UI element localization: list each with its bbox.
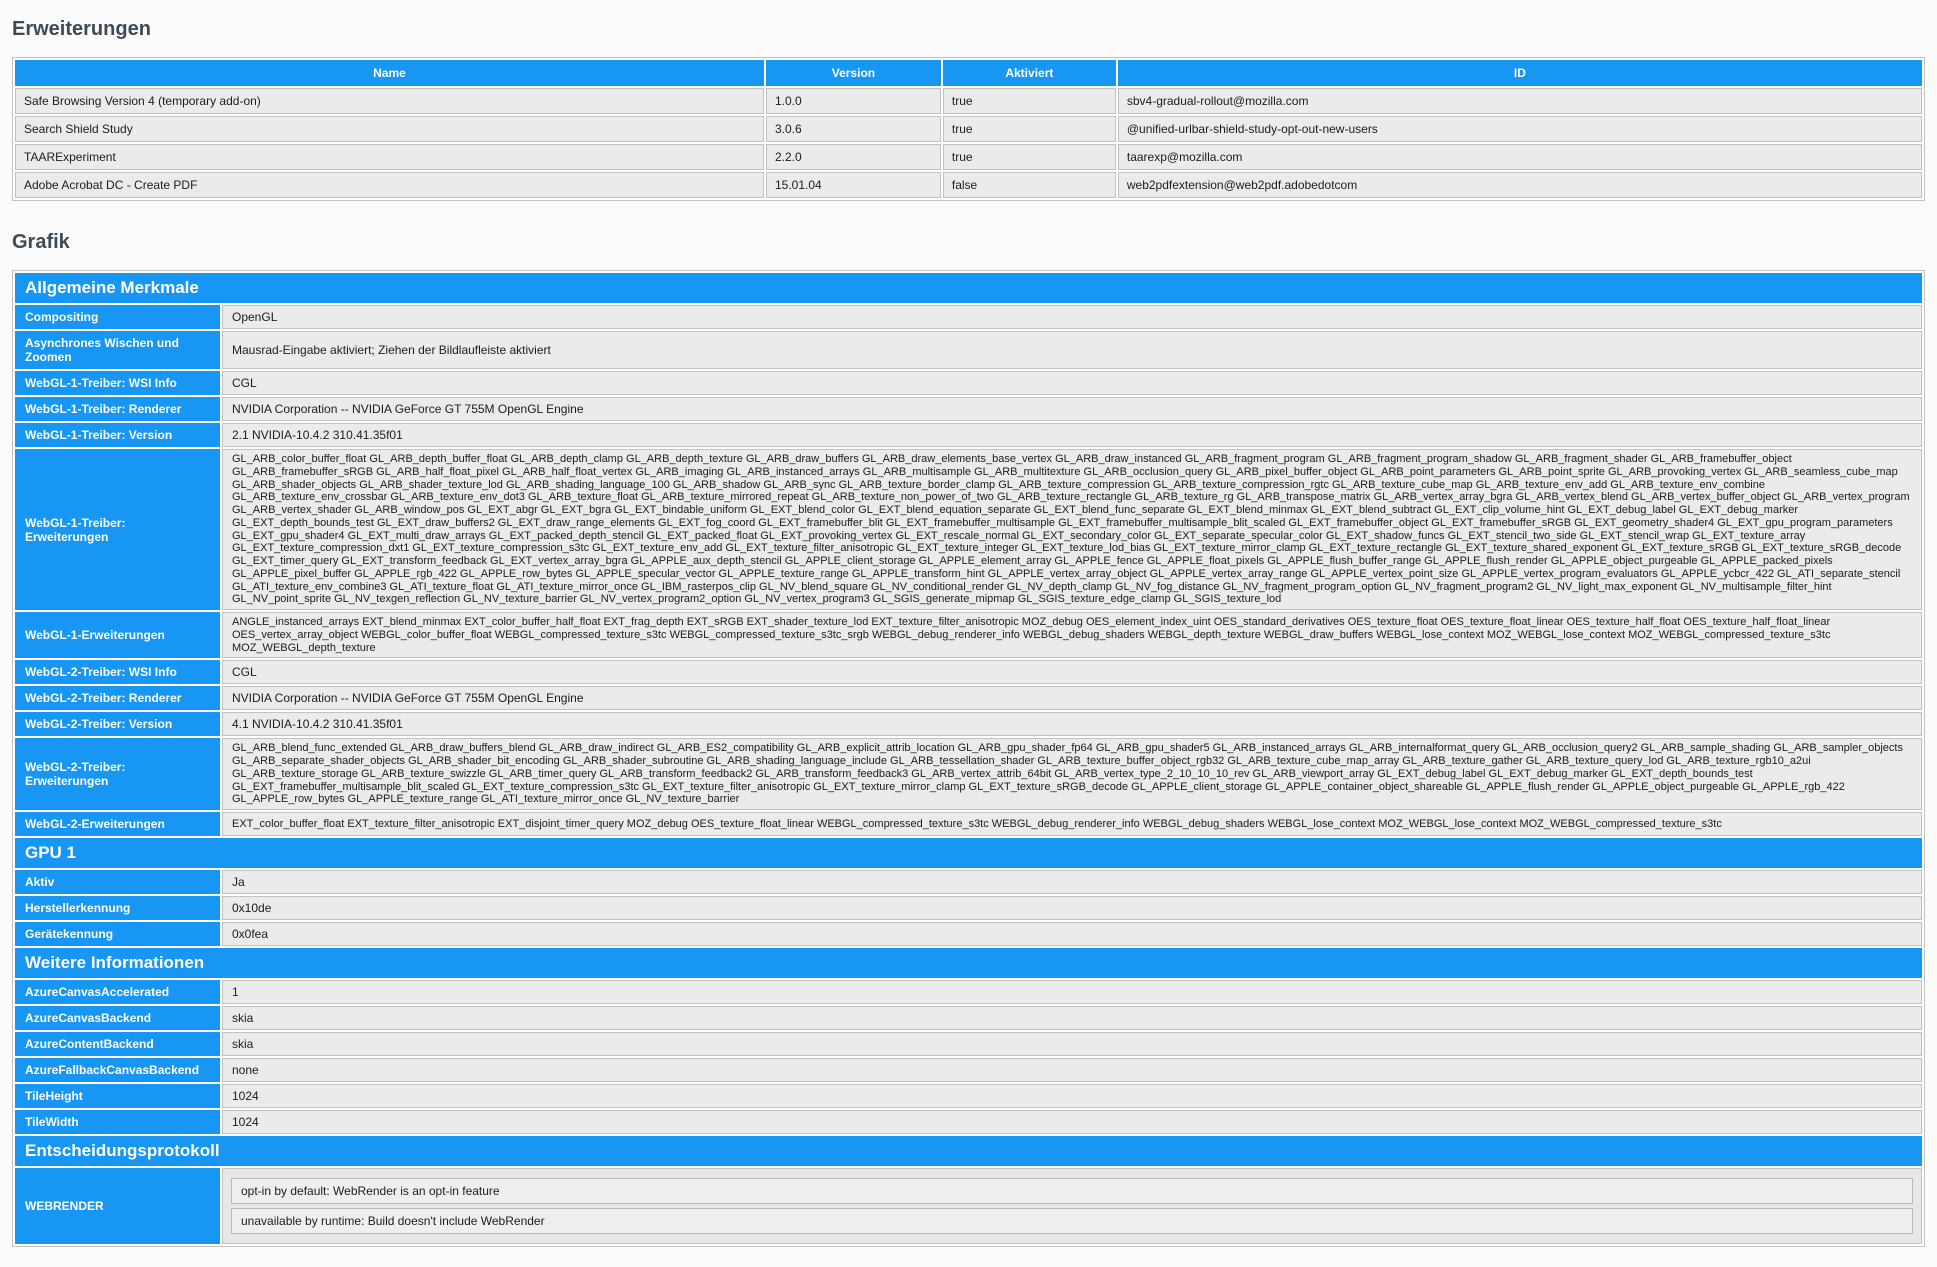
graphics-row	[15, 1006, 1922, 1030]
row-value: 2.1 NVIDIA-10.4.2 310.41.35f01	[222, 423, 1922, 447]
ext-version-cell: 2.2.0	[766, 144, 941, 170]
graphics-row	[15, 449, 1922, 610]
graphics-row	[15, 423, 1922, 447]
section-header: Weitere Informationen	[15, 948, 1922, 978]
row-value: GL_ARB_color_buffer_float GL_ARB_depth_buffer_float GL_ARB_depth_clamp GL_ARB_depth_texture GL_ARB_draw_buffers GL_ARB_draw_elements_base_vertex GL_ARB_draw_instanced GL_ARB_fragment_program GL_ARB_fragment_program_shadow GL_ARB_fragment_shader GL_ARB_framebuffer_object GL_ARB_framebuffer_sRGB GL_ARB_half_float_pixel GL_ARB_half_float_vertex GL_ARB_imaging GL_ARB_instanced_arrays GL_ARB_multisample GL_ARB_multitexture GL_ARB_occlusion_query GL_ARB_pixel_buffer_object GL_ARB_point_parameters GL_ARB_point_sprite GL_ARB_provoking_vertex GL_ARB_seamless_cube_map GL_ARB_shader_objects GL_ARB_shader_texture_lod GL_ARB_shading_language_100 GL_ARB_shadow GL_ARB_sync GL_ARB_texture_border_clamp GL_ARB_texture_compression GL_ARB_texture_compression_rgtc GL_ARB_texture_cube_map GL_ARB_texture_env_add GL_ARB_texture_env_combine GL_ARB_texture_env_crossbar GL_ARB_texture_env_dot3 GL_ARB_texture_float GL_ARB_texture_mirrored_repeat GL_ARB_texture_non_power_of_two GL_ARB_texture_rectangle GL_ARB_texture_rg GL_ARB_transpose_matrix GL_ARB_vertex_array_bgra GL_ARB_vertex_blend GL_ARB_vertex_buffer_object GL_ARB_vertex_program GL_ARB_vertex_shader GL_ARB_window_pos GL_EXT_abgr GL_EXT_bgra GL_EXT_bindable_uniform GL_EXT_blend_color GL_EXT_blend_equation_separate GL_EXT_blend_func_separate GL_EXT_blend_minmax GL_EXT_blend_subtract GL_EXT_clip_volume_hint GL_EXT_debug_label GL_EXT_debug_marker GL_EXT_depth_bounds_test GL_EXT_draw_buffers2 GL_EXT_draw_range_elements GL_EXT_fog_coord GL_EXT_framebuffer_blit GL_EXT_framebuffer_multisample GL_EXT_framebuffer_multisample_blit_scaled GL_EXT_framebuffer_object GL_EXT_framebuffer_sRGB GL_EXT_geometry_shader4 GL_EXT_gpu_program_parameters GL_EXT_gpu_shader4 GL_EXT_multi_draw_arrays GL_EXT_packed_depth_stencil GL_EXT_packed_float GL_EXT_provoking_vertex GL_EXT_rescale_normal GL_EXT_secondary_color GL_EXT_separate_specular_color GL_EXT_shadow_funcs GL_EXT_stencil_two_side GL_EXT_stencil_wrap GL_EXT_texture_array GL_EXT_texture_compression_dxt1 GL_EXT_texture_compression_s3tc GL_EXT_texture_env_add GL_EXT_texture_filter_anisotropic GL_EXT_texture_integer GL_EXT_texture_lod_bias GL_EXT_texture_mirror_clamp GL_EXT_texture_rectangle GL_EXT_texture_shared_exponent GL_EXT_texture_sRGB GL_EXT_texture_sRGB_decode GL_EXT_timer_query GL_EXT_transform_feedback GL_EXT_vertex_array_bgra GL_APPLE_aux_depth_stencil GL_APPLE_client_storage GL_APPLE_element_array GL_APPLE_fence GL_APPLE_float_pixels GL_APPLE_flush_buffer_range GL_APPLE_flush_render GL_APPLE_object_purgeable GL_APPLE_packed_pixels GL_APPLE_pixel_buffer GL_APPLE_rgb_422 GL_APPLE_row_bytes GL_APPLE_specular_vector GL_APPLE_texture_range GL_APPLE_transform_hint GL_APPLE_vertex_array_object GL_APPLE_vertex_array_range GL_APPLE_vertex_point_size GL_APPLE_vertex_program_evaluators GL_APPLE_ycbcr_422 GL_ATI_separate_stencil GL_ATI_texture_env_combine3 GL_ATI_texture_float GL_ATI_texture_mirror_once GL_IBM_rasterpos_clip GL_NV_blend_square GL_NV_conditional_render GL_NV_depth_clamp GL_NV_fog_distance GL_NV_fragment_program_option GL_NV_fragment_program2 GL_NV_light_max_exponent GL_NV_multisample_filter_hint GL_NV_point_sprite GL_NV_texgen_reflection GL_NV_texture_barrier GL_NV_vertex_program2_option GL_NV_vertex_program3 GL_SGIS_generate_mipmap GL_SGIS_texture_edge_clamp GL_SGIS_texture_lod	[222, 449, 1922, 610]
row-label: WEBRENDER	[15, 1168, 220, 1244]
row-value: 1	[222, 980, 1922, 1004]
section-header-row	[15, 948, 1922, 978]
row-label: WebGL-2-Treiber: WSI Info	[15, 660, 220, 684]
row-label: Asynchrones Wischen und Zoomen	[15, 331, 220, 369]
section-header: GPU 1	[15, 838, 1922, 868]
extensions-table	[12, 57, 1925, 201]
row-value: 1024	[222, 1084, 1922, 1108]
row-label: AzureContentBackend	[15, 1032, 220, 1056]
ext-enabled-cell: true	[943, 116, 1116, 142]
row-label: WebGL-2-Treiber: Version	[15, 712, 220, 736]
ext-id-cell: web2pdfextension@web2pdf.adobedotcom	[1118, 172, 1922, 198]
row-value: GL_ARB_blend_func_extended GL_ARB_draw_buffers_blend GL_ARB_draw_indirect GL_ARB_ES2_compatibility GL_ARB_explicit_attrib_location GL_ARB_gpu_shader_fp64 GL_ARB_gpu_shader5 GL_ARB_instanced_arrays GL_ARB_internalformat_query GL_ARB_occlusion_query2 GL_ARB_sample_shading GL_ARB_sampler_objects GL_ARB_separate_shader_objects GL_ARB_shader_bit_encoding GL_ARB_shader_subroutine GL_ARB_shading_language_include GL_ARB_tessellation_shader GL_ARB_texture_buffer_object_rgb32 GL_ARB_texture_cube_map_array GL_ARB_texture_gather GL_ARB_texture_query_lod GL_ARB_texture_rgb10_a2ui GL_ARB_texture_storage GL_ARB_texture_swizzle GL_ARB_timer_query GL_ARB_transform_feedback2 GL_ARB_transform_feedback3 GL_ARB_vertex_attrib_64bit GL_ARB_vertex_type_2_10_10_10_rev GL_ARB_viewport_array GL_EXT_debug_label GL_EXT_debug_marker GL_EXT_depth_bounds_test GL_EXT_framebuffer_multisample_blit_scaled GL_EXT_texture_compression_s3tc GL_EXT_texture_filter_anisotropic GL_EXT_texture_mirror_clamp GL_EXT_texture_sRGB_decode GL_APPLE_client_storage GL_APPLE_container_object_shareable GL_APPLE_flush_render GL_APPLE_object_purgeable GL_APPLE_rgb_422 GL_APPLE_row_bytes GL_APPLE_texture_range GL_ATI_texture_mirror_once GL_NV_texture_barrier	[222, 738, 1922, 810]
row-label: WebGL-1-Erweiterungen	[15, 612, 220, 658]
extension-row	[15, 144, 1922, 170]
graphics-row	[15, 331, 1922, 369]
graphics-row	[15, 305, 1922, 329]
row-label: AzureCanvasBackend	[15, 1006, 220, 1030]
ext-id-cell: @unified-urlbar-shield-study-opt-out-new-users	[1118, 116, 1922, 142]
graphics-row	[15, 1084, 1922, 1108]
ext-name-cell: TAARExperiment	[15, 144, 764, 170]
ext-column-header-2: Aktiviert	[943, 60, 1116, 86]
graphics-row	[15, 870, 1922, 894]
ext-enabled-cell: true	[943, 88, 1116, 114]
row-value: 4.1 NVIDIA-10.4.2 310.41.35f01	[222, 712, 1922, 736]
row-value: 0x0fea	[222, 922, 1922, 946]
graphics-row	[15, 812, 1922, 836]
row-value: NVIDIA Corporation -- NVIDIA GeForce GT 755M OpenGL Engine	[222, 397, 1922, 421]
extensions-header-row	[15, 60, 1922, 86]
graphics-row	[15, 612, 1922, 658]
row-label: WebGL-1-Treiber: Erweiterungen	[15, 449, 220, 610]
row-label: WebGL-2-Erweiterungen	[15, 812, 220, 836]
row-label: WebGL-2-Treiber: Renderer	[15, 686, 220, 710]
section-header-row	[15, 838, 1922, 868]
row-value: none	[222, 1058, 1922, 1082]
ext-version-cell: 1.0.0	[766, 88, 941, 114]
row-value	[222, 1168, 1922, 1244]
ext-name-cell: Search Shield Study	[15, 116, 764, 142]
graphics-row	[15, 1110, 1922, 1134]
row-label: Aktiv	[15, 870, 220, 894]
ext-column-header-1: Version	[766, 60, 941, 86]
row-value: Ja	[222, 870, 1922, 894]
ext-id-cell: taarexp@mozilla.com	[1118, 144, 1922, 170]
graphics-row	[15, 980, 1922, 1004]
row-label: AzureCanvasAccelerated	[15, 980, 220, 1004]
row-label: WebGL-1-Treiber: WSI Info	[15, 371, 220, 395]
ext-name-cell: Safe Browsing Version 4 (temporary add-on)	[15, 88, 764, 114]
ext-column-header-3: ID	[1118, 60, 1922, 86]
webrender-entry: unavailable by runtime: Build doesn't include WebRender	[231, 1208, 1913, 1234]
ext-id-cell: sbv4-gradual-rollout@mozilla.com	[1118, 88, 1922, 114]
graphics-heading: Grafik	[12, 231, 70, 253]
graphics-row	[15, 686, 1922, 710]
ext-version-cell: 15.01.04	[766, 172, 941, 198]
extensions-heading: Erweiterungen	[12, 18, 151, 40]
graphics-row	[15, 660, 1922, 684]
graphics-row	[15, 1168, 1922, 1244]
row-value: skia	[222, 1006, 1922, 1030]
graphics-row	[15, 896, 1922, 920]
row-label: TileWidth	[15, 1110, 220, 1134]
graphics-row	[15, 371, 1922, 395]
ext-enabled-cell: true	[943, 144, 1116, 170]
row-value: CGL	[222, 660, 1922, 684]
row-label: WebGL-1-Treiber: Version	[15, 423, 220, 447]
row-label: AzureFallbackCanvasBackend	[15, 1058, 220, 1082]
extension-row	[15, 88, 1922, 114]
row-value: EXT_color_buffer_float EXT_texture_filter_anisotropic EXT_disjoint_timer_query MOZ_debug OES_texture_float_linear WEBGL_compressed_texture_s3tc WEBGL_debug_renderer_info WEBGL_debug_shaders WEBGL_lose_context MOZ_WEBGL_lose_context MOZ_WEBGL_compressed_texture_s3tc	[222, 812, 1922, 836]
row-value: OpenGL	[222, 305, 1922, 329]
ext-enabled-cell: false	[943, 172, 1116, 198]
section-header-row	[15, 273, 1922, 303]
row-value: Mausrad-Eingabe aktiviert; Ziehen der Bildlaufleiste aktiviert	[222, 331, 1922, 369]
section-header: Entscheidungsprotokoll	[15, 1136, 1922, 1166]
graphics-row	[15, 397, 1922, 421]
row-label: WebGL-2-Treiber: Erweiterungen	[15, 738, 220, 810]
graphics-row	[15, 922, 1922, 946]
ext-name-cell: Adobe Acrobat DC - Create PDF	[15, 172, 764, 198]
graphics-table	[12, 270, 1925, 1247]
graphics-row	[15, 1032, 1922, 1056]
row-value: skia	[222, 1032, 1922, 1056]
row-label: Gerätekennung	[15, 922, 220, 946]
graphics-row	[15, 1058, 1922, 1082]
row-value: 1024	[222, 1110, 1922, 1134]
row-label: Herstellerkennung	[15, 896, 220, 920]
row-label: WebGL-1-Treiber: Renderer	[15, 397, 220, 421]
graphics-row	[15, 738, 1922, 810]
row-label: Compositing	[15, 305, 220, 329]
section-header-row	[15, 1136, 1922, 1166]
row-value: CGL	[222, 371, 1922, 395]
row-label: TileHeight	[15, 1084, 220, 1108]
extension-row	[15, 172, 1922, 198]
row-value: NVIDIA Corporation -- NVIDIA GeForce GT 755M OpenGL Engine	[222, 686, 1922, 710]
webrender-entry: opt-in by default: WebRender is an opt-in feature	[231, 1178, 1913, 1204]
row-value: ANGLE_instanced_arrays EXT_blend_minmax EXT_color_buffer_half_float EXT_frag_depth EXT_sRGB EXT_shader_texture_lod EXT_texture_filter_anisotropic MOZ_debug OES_element_index_uint OES_standard_derivatives OES_texture_float OES_texture_float_linear OES_texture_half_float OES_texture_half_float_linear OES_vertex_array_object WEBGL_color_buffer_float WEBGL_compressed_texture_s3tc WEBGL_compressed_texture_s3tc_srgb WEBGL_debug_renderer_info WEBGL_debug_shaders WEBGL_depth_texture WEBGL_draw_buffers WEBGL_lose_context MOZ_WEBGL_lose_context MOZ_WEBGL_compressed_texture_s3tc MOZ_WEBGL_depth_texture	[222, 612, 1922, 658]
extension-row	[15, 116, 1922, 142]
graphics-row	[15, 712, 1922, 736]
ext-column-header-0: Name	[15, 60, 764, 86]
section-header: Allgemeine Merkmale	[15, 273, 1922, 303]
ext-version-cell: 3.0.6	[766, 116, 941, 142]
row-value: 0x10de	[222, 896, 1922, 920]
